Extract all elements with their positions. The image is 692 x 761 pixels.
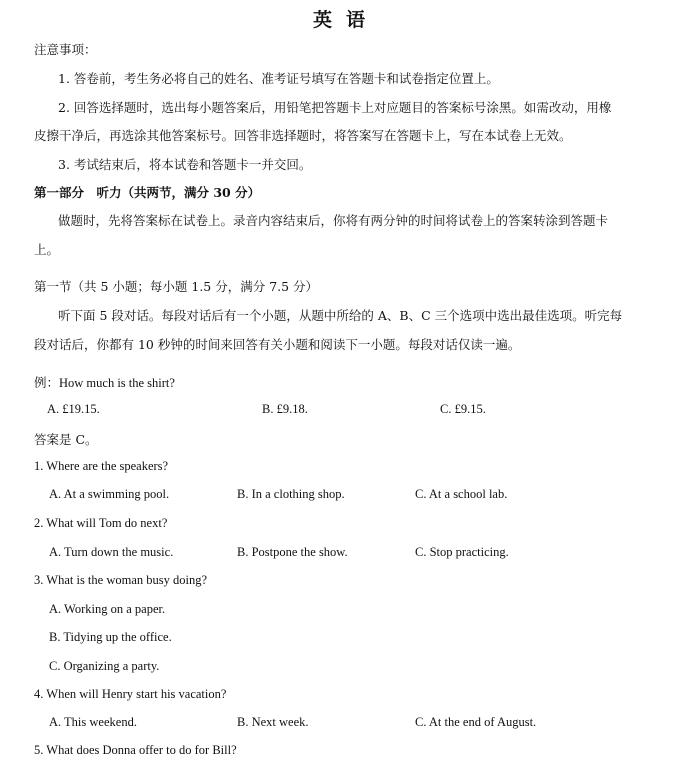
question-4-option-c: C. At the end of August. xyxy=(415,715,537,729)
notice-heading: 注意事项： xyxy=(34,42,97,57)
section1-intro-line-2: 段对话后，你都有 10 秒钟的时间来回答有关小题和阅读下一小题。每段对话仅读一遍。 xyxy=(34,337,521,352)
question-5: 5. What does Donna offer to do for Bill? xyxy=(34,743,237,757)
notice-item-2-line-2: 皮擦干净后，再选涂其他答案标号。回答非选择题时，将答案写在答题卡上，写在本试卷上无效。 xyxy=(34,128,572,143)
question-4-option-a: A. This weekend. xyxy=(49,715,137,729)
section1-intro-line-1: 听下面 5 段对话。每段对话后有一个小题，从题中所给的 A、B、C 三个选项中选出最佳选项。听完每 xyxy=(58,308,623,323)
question-4-option-b: B. Next week. xyxy=(237,715,309,729)
question-1: 1. Where are the speakers? xyxy=(34,459,169,473)
part1-intro-line-2: 上。 xyxy=(34,242,60,257)
question-2-option-c: C. Stop practicing. xyxy=(415,545,509,559)
question-4: 4. When will Henry start his vacation? xyxy=(34,687,227,701)
page-title: 英语 xyxy=(312,9,379,31)
question-3-option-c: C. Organizing a party. xyxy=(49,659,160,673)
example-option-b: B. £9.18. xyxy=(262,402,308,416)
part1-heading: 第一部分 听力（共两节，满分 30 分） xyxy=(34,185,261,200)
example-answer: 答案是 C。 xyxy=(34,432,98,447)
question-2-option-b: B. Postpone the show. xyxy=(237,545,348,559)
notice-item-2-line-1: 2. 回答选择题时，选出每小题答案后，用铅笔把答题卡上对应题目的答案标号涂黑。如需改动，用橡 xyxy=(58,100,612,115)
question-2-option-a: A. Turn down the music. xyxy=(49,545,174,559)
question-1-option-a: A. At a swimming pool. xyxy=(49,487,170,501)
example-option-a: A. £19.15. xyxy=(47,402,100,416)
notice-item-3: 3. 考试结束后，将本试卷和答题卡一并交回。 xyxy=(58,157,312,172)
question-3-option-a: A. Working on a paper. xyxy=(49,602,166,616)
section1-heading: 第一节（共 5 小题；每小题 1.5 分，满分 7.5 分） xyxy=(34,279,319,294)
example-option-c: C. £9.15. xyxy=(440,402,486,416)
notice-item-1: 1. 答卷前，考生务必将自己的姓名、准考证号填写在答题卡和试卷指定位置上。 xyxy=(58,71,499,86)
question-3-option-b: B. Tidying up the office. xyxy=(49,630,172,644)
example-question: 例：How much is the shirt? xyxy=(34,376,175,390)
question-3: 3. What is the woman busy doing? xyxy=(34,573,208,587)
question-2: 2. What will Tom do next? xyxy=(34,516,168,530)
part1-intro-line-1: 做题时，先将答案标在试卷上。录音内容结束后，你将有两分钟的时间将试卷上的答案转涂到答题卡 xyxy=(58,213,609,228)
question-1-option-b: B. In a clothing shop. xyxy=(237,487,345,501)
question-1-option-c: C. At a school lab. xyxy=(415,487,508,501)
